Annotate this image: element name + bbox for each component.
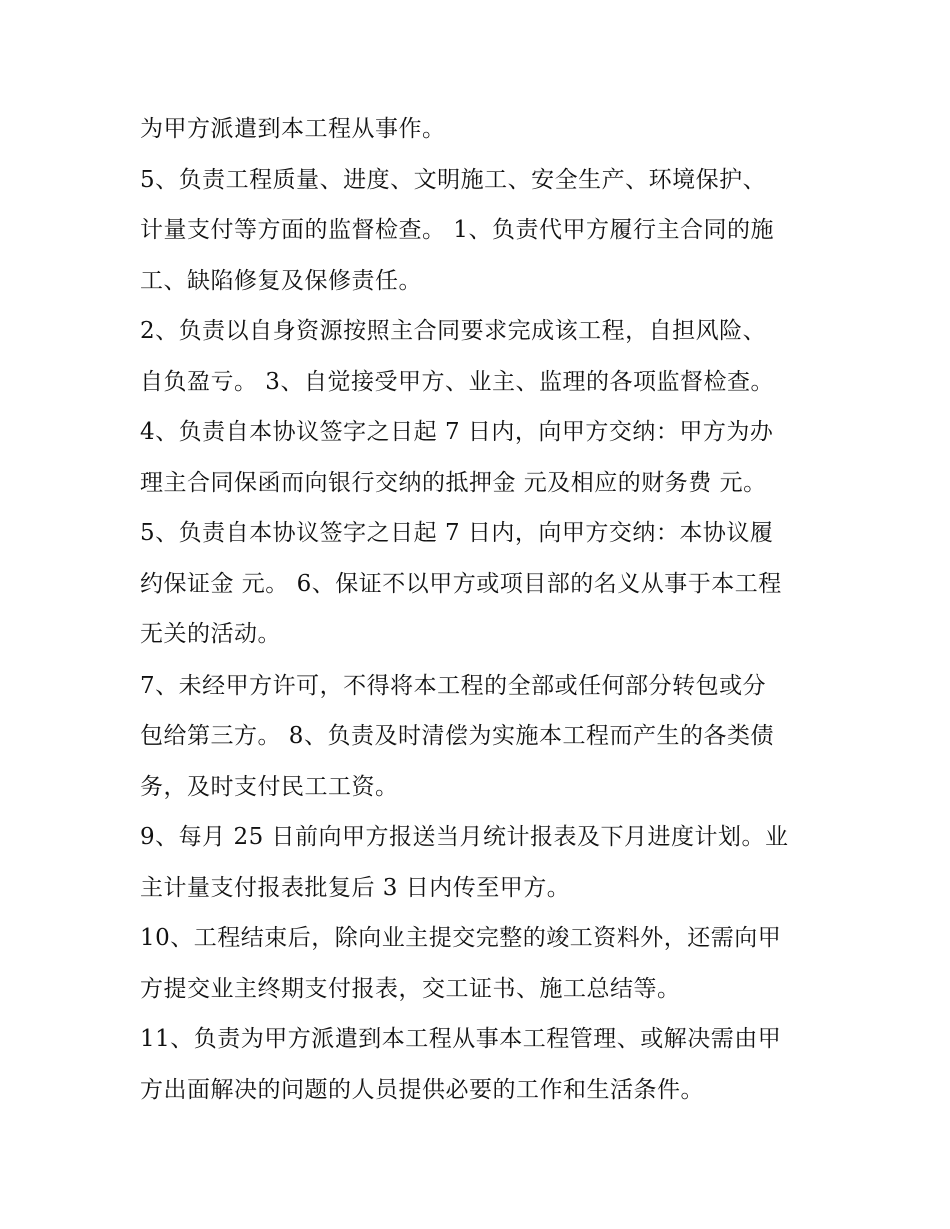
text-line: 10、工程结束后，除向业主提交完整的竣工资料外，还需向甲 bbox=[140, 925, 782, 951]
text-line: 2、负责以自身资源按照主合同要求完成该工程，自担风险、 bbox=[140, 318, 767, 344]
text-line: 为甲方派遣到本工程从事作。 bbox=[140, 116, 446, 142]
text-line: 4、负责自本协议签字之日起 7 日内，向甲方交纳：甲方为办 bbox=[140, 419, 774, 445]
text-line: 理主合同保函而向银行交纳的抵押金 元及相应的财务费 元。 bbox=[140, 470, 767, 496]
text-line: 无关的活动。 bbox=[140, 621, 281, 647]
text-line: 务，及时支付民工工资。 bbox=[140, 774, 399, 800]
text-line: 主计量支付报表批复后 3 日内传至甲方。 bbox=[140, 875, 571, 901]
text-line: 工、缺陷修复及保修责任。 bbox=[140, 268, 422, 294]
text-line: 5、负责自本协议签字之日起 7 日内，向甲方交纳：本协议履 bbox=[140, 520, 774, 546]
text-line: 方提交业主终期支付报表，交工证书、施工总结等。 bbox=[140, 976, 681, 1002]
text-line: 包给第三方。 8、负责及时清偿为实施本工程而产生的各类债 bbox=[140, 723, 774, 749]
text-line: 自负盈亏。 3、自觉接受甲方、业主、监理的各项监督检查。 bbox=[140, 369, 774, 395]
text-line: 7、未经甲方许可，不得将本工程的全部或任何部分转包或分 bbox=[140, 673, 767, 699]
text-line: 约保证金 元。 6、保证不以甲方或项目部的名义从事于本工程 bbox=[140, 571, 782, 597]
text-line: 5、负责工程质量、进度、文明施工、安全生产、环境保护、 bbox=[140, 167, 767, 193]
text-line: 11、负责为甲方派遣到本工程从事本工程管理、或解决需由甲 bbox=[140, 1026, 782, 1052]
text-line: 9、每月 25 日前向甲方报送当月统计报表及下月进度计划。业 bbox=[140, 824, 789, 850]
text-line: 计量支付等方面的监督检查。 1、负责代甲方履行主合同的施 bbox=[140, 217, 774, 243]
text-line: 方出面解决的问题的人员提供必要的工作和生活条件。 bbox=[140, 1077, 704, 1103]
